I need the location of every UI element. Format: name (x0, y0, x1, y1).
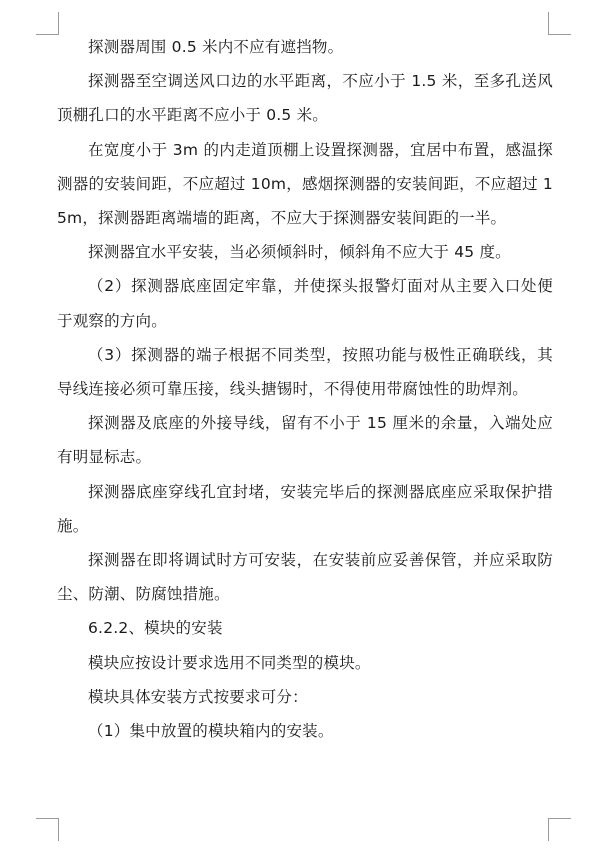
paragraph-corridor-spacing: 在宽度小于 3m 的内走道顶棚上设置探测器，宜居中布置，感温探测器的安装间距，不应超过 10m，感烟探测器的安装间距，不应超过 15m，探测器距离端墙的距离，不应大于探测器安装间距的一半。 (57, 140, 553, 228)
paragraph-air-outlet-distance: 探测器至空调送风口边的水平距离，不应小于 1.5 米，至多孔送风顶棚孔口的水平距离不应小于 0.5 米。 (57, 72, 553, 125)
paragraph-module-selection: 模块应按设计要求选用不同类型的模块。 (88, 653, 371, 672)
paragraph-detector-clearance: 探测器周围 0.5 米内不应有遮挡物。 (88, 38, 344, 56)
paragraph-install-timing: 探测器在即将调试时方可安装，在安装前应妥善保管，并应采取防尘、防潮、防腐蚀措施。 (57, 551, 553, 604)
paragraph-mount-angle: 探测器宜水平安装，当必须倾斜时，倾斜角不应大于 45 度。 (88, 243, 511, 262)
paragraph-module-box: （1）集中放置的模块箱内的安装。 (88, 722, 334, 741)
section-heading-module-install: 6.2.2、模块的安装 (88, 619, 223, 638)
paragraph-base-fixing: （2）探测器底座固定牢靠，并使探头报警灯面对从主要入口处便于观察的方向。 (57, 277, 553, 330)
paragraph-base-sealing: 探测器底座穿线孔宜封堵，安装完毕后的探测器底座应采取保护措施。 (57, 482, 553, 535)
paragraph-external-wires: 探测器及底座的外接导线，留有不小于 15 厘米的余量，入端处应有明显标志。 (57, 414, 553, 467)
document-body (57, 30, 553, 748)
paragraph-terminal-wiring: （3）探测器的端子根据不同类型，按照功能与极性正确联线，其导线连接必须可靠压接，线头搪锡时，不得使用带腐蚀性的助焊剂。 (57, 345, 553, 399)
crop-mark-bottom-right (548, 818, 571, 841)
crop-mark-top-left (36, 12, 59, 35)
crop-mark-bottom-left (36, 818, 59, 841)
paragraph-module-methods: 模块具体安装方式按要求可分： (88, 687, 308, 706)
